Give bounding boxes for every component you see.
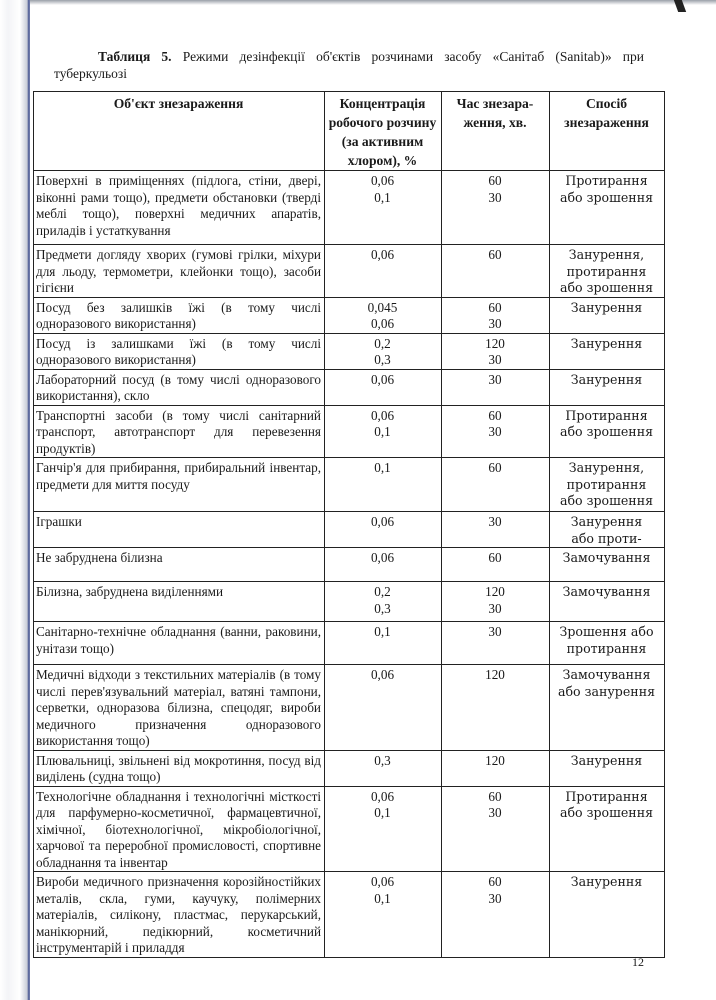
cell-method	[550, 369, 665, 405]
cell-concentration-line: 0,045	[367, 299, 398, 315]
cell-time	[442, 786, 550, 872]
cell-object: Транспортні засоби (в тому числі санітарний транспорт, автотранспорт для перевезення продуктів)	[34, 405, 325, 458]
cell-concentration-line: 0,1	[374, 424, 391, 439]
cell-time	[442, 297, 550, 333]
header-object: Об'єкт знезараження	[34, 92, 325, 171]
header-concentration	[325, 92, 442, 171]
cell-method	[550, 750, 665, 786]
cell-method-line: Замочування	[562, 550, 651, 565]
cell-method	[550, 458, 665, 512]
cell-concentration	[325, 333, 442, 369]
cell-time-line: 60	[488, 299, 502, 315]
table-row	[34, 872, 665, 958]
cell-time	[442, 171, 550, 245]
cell-method-line: Занурення,	[568, 460, 645, 475]
cell-object: Не забруднена білизна	[34, 548, 325, 582]
cell-method-line: Занурення,	[568, 247, 645, 262]
cell-concentration-line: 0,06	[370, 173, 395, 188]
cell-concentration-line: 0,1	[374, 189, 391, 205]
cell-method-line: протирання	[566, 263, 647, 279]
disinfection-regimes-table	[33, 91, 665, 958]
cell-concentration-line: 0,06	[370, 550, 395, 565]
cell-time-line: 60	[488, 247, 502, 262]
cell-time	[442, 405, 550, 458]
cell-concentration	[325, 171, 442, 245]
cell-method-line: Занурення	[570, 299, 643, 315]
table-row	[34, 297, 665, 333]
table-row	[34, 369, 665, 405]
cell-time	[442, 245, 550, 298]
cell-time-line: 60	[488, 874, 502, 889]
cell-time-line: 30	[488, 514, 502, 529]
cell-method	[550, 872, 665, 958]
cell-concentration	[325, 405, 442, 458]
cell-time-line: 120	[485, 667, 505, 682]
cell-concentration	[325, 548, 442, 582]
header-time-line: ження, хв.	[463, 115, 527, 130]
cell-concentration	[325, 582, 442, 622]
cell-method-line: Зрошення або	[559, 624, 654, 639]
header-concentration-line: Концентрація	[339, 96, 426, 111]
cell-concentration-line: 0,06	[370, 874, 395, 889]
table-body	[34, 171, 665, 958]
cell-concentration	[325, 786, 442, 872]
cell-concentration-line: 0,06	[370, 788, 395, 804]
caption-label: Таблиця 5.	[98, 49, 172, 64]
cell-time	[442, 622, 550, 665]
cell-concentration	[325, 458, 442, 512]
cell-method-line: Занурення	[570, 371, 643, 387]
cell-method-line: Протирання	[565, 788, 648, 804]
caption-line-2: туберкульозі	[54, 66, 127, 81]
cell-concentration-line: 0,3	[374, 600, 391, 616]
table-row	[34, 405, 665, 458]
table-row	[34, 512, 665, 548]
cell-time-line: 30	[488, 189, 502, 205]
cell-time	[442, 750, 550, 786]
table-caption	[54, 48, 644, 82]
cell-method-line: Протирання	[565, 173, 648, 188]
header-method-line: знезараження	[564, 115, 649, 130]
header-time	[442, 92, 550, 171]
cell-object: Технологічне обладнання і технологічні місткості для парфумерно-косметичної, фармацевтичної, хімічної, біотехнологічної, мікробіологічної, харчової та переробної промисловості, спортивне обладнання та інвентар	[34, 786, 325, 872]
cell-time	[442, 872, 550, 958]
cell-method-line: або зрошення	[559, 280, 654, 295]
cell-method	[550, 245, 665, 298]
cell-method-line: або занурення	[557, 683, 656, 699]
cell-time-line: 120	[485, 584, 505, 599]
header-concentration-line: хлором), %	[347, 153, 418, 168]
cell-object: Лабораторний посуд (в тому числі одноразового використання), скло	[34, 369, 325, 405]
cell-time	[442, 333, 550, 369]
table-row	[34, 750, 665, 786]
cell-method	[550, 786, 665, 872]
cell-method	[550, 548, 665, 582]
table-row	[34, 458, 665, 512]
cell-time-line: 30	[488, 624, 502, 639]
cell-concentration-line: 0,06	[370, 407, 395, 423]
cell-object: Поверхні в приміщеннях (підлога, стіни, двері, віконні рами тощо), предмети обстановки (тверді меблі тощо), поверхні медичних апаратів, приладів і устаткування	[34, 171, 325, 245]
table-row	[34, 622, 665, 665]
table-row	[34, 171, 665, 245]
cell-object: Санітарно-технічне обладнання (ванни, раковини, унітази тощо)	[34, 622, 325, 665]
cell-time	[442, 369, 550, 405]
cell-concentration-line: 0,06	[370, 514, 395, 529]
cell-concentration-line: 0,3	[374, 352, 391, 367]
cell-concentration-line: 0,06	[370, 316, 395, 331]
cell-concentration-line: 0,06	[370, 667, 395, 682]
cell-concentration	[325, 512, 442, 548]
cell-time-line: 30	[488, 371, 502, 387]
cell-concentration-line: 0,2	[374, 335, 391, 351]
cell-time-line: 30	[488, 600, 502, 616]
table-row	[34, 665, 665, 751]
cell-object: Посуд без залишків їжі (в тому числі одноразового використання)	[34, 297, 325, 333]
scan-binding-edge	[0, 0, 30, 1000]
cell-concentration	[325, 750, 442, 786]
cell-method	[550, 297, 665, 333]
caption-text: Режими дезінфекції об'єктів розчинами засобу «Санітаб (Sanitab)» при	[182, 49, 644, 64]
cell-method-line: Занурення	[570, 514, 643, 529]
cell-time-line: 60	[488, 407, 502, 423]
cell-method	[550, 622, 665, 665]
cell-time	[442, 665, 550, 751]
table-row	[34, 582, 665, 622]
cell-method-line: або зрошення	[559, 805, 654, 820]
cell-method-line: Замочування	[562, 667, 651, 682]
cell-method	[550, 512, 665, 548]
cell-method-line: Протирання	[565, 407, 648, 423]
cell-concentration-line: 0,2	[374, 584, 391, 599]
cell-concentration-line: 0,1	[374, 624, 391, 639]
cell-concentration	[325, 297, 442, 333]
cell-concentration	[325, 872, 442, 958]
cell-method-line: або зрошення	[559, 189, 654, 205]
page-number: 12	[632, 955, 644, 969]
cell-object: Медичні відходи з текстильних матеріалів (в тому числі перев'язувальний матеріал, ватяні тампони, серветки, одноразова білизна, спецодяг, вироби медичного призначення одноразового використання тощо)	[34, 665, 325, 751]
header-method-line: Спосіб	[585, 96, 628, 111]
cell-time	[442, 512, 550, 548]
header-method	[550, 92, 665, 171]
table-row	[34, 548, 665, 582]
cell-object: Білизна, забруднена виділеннями	[34, 582, 325, 622]
cell-object: Посуд із залишками їжі (в тому числі одноразового використання)	[34, 333, 325, 369]
cell-time-line: 60	[488, 550, 502, 565]
cell-time-line: 60	[488, 460, 502, 475]
cell-concentration-line: 0,1	[374, 890, 391, 906]
cell-time-line: 60	[488, 788, 502, 804]
header-concentration-line: (за активним	[341, 134, 424, 149]
cell-object: Предмети догляду хворих (гумові грілки, міхури для льоду, термометри, клейонки тощо), засоби гігієни	[34, 245, 325, 298]
cell-time-line: 120	[485, 335, 505, 351]
cell-concentration-line: 0,1	[374, 805, 391, 820]
table-header-row	[34, 92, 665, 171]
table-row	[34, 245, 665, 298]
table-row	[34, 333, 665, 369]
cell-method	[550, 171, 665, 245]
cell-time-line: 30	[488, 890, 502, 906]
cell-method-line: протирання	[566, 640, 647, 656]
cell-time	[442, 548, 550, 582]
cell-time-line: 30	[488, 352, 502, 367]
cell-method	[550, 405, 665, 458]
cell-object: Плювальниці, звільнені від мокротиння, посуд від виділень (судна тощо)	[34, 750, 325, 786]
header-time-line: Час знезара-	[456, 96, 534, 111]
cell-method-line: Замочування	[562, 584, 651, 599]
cell-concentration	[325, 622, 442, 665]
cell-concentration-line: 0,06	[370, 247, 395, 262]
cell-concentration-line: 0,3	[374, 752, 391, 768]
cell-method-line: Занурення	[570, 874, 643, 889]
table-row	[34, 786, 665, 872]
cell-method	[550, 665, 665, 751]
cell-concentration	[325, 369, 442, 405]
cell-concentration	[325, 245, 442, 298]
cell-method-line: або зрошення	[559, 493, 654, 508]
cell-time	[442, 582, 550, 622]
cell-time-line: 60	[488, 173, 502, 188]
cell-time	[442, 458, 550, 512]
cell-method-line: протирання	[566, 476, 647, 492]
cell-time-line: 30	[488, 424, 502, 439]
cell-method-line: або проти-	[571, 530, 642, 546]
cell-concentration	[325, 665, 442, 751]
cell-method	[550, 582, 665, 622]
cell-method-line: Занурення	[570, 335, 643, 351]
cell-time-line: 30	[488, 316, 502, 331]
cell-time-line: 120	[485, 752, 505, 768]
cell-concentration-line: 0,1	[374, 460, 391, 475]
cell-concentration-line: 0,06	[370, 371, 395, 387]
cell-object: Ганчір'я для прибирання, прибиральний інвентар, предмети для миття посуду	[34, 458, 325, 512]
cell-object: Іграшки	[34, 512, 325, 548]
caption-line-1	[54, 48, 644, 65]
cell-method-line: Занурення	[570, 752, 643, 768]
cell-time-line: 30	[488, 805, 502, 820]
cell-method-line: або зрошення	[559, 424, 654, 439]
scan-edge-top	[0, 0, 716, 5]
header-concentration-line: робочого розчину	[328, 115, 437, 130]
cell-object: Вироби медичного призначення корозійностійких металів, скла, гуми, каучуку, полімерних матеріалів, силікону, пластмас, перукарський, манікюрний, педікюрний, косметичний інструментарій і приладдя	[34, 872, 325, 958]
cell-method	[550, 333, 665, 369]
